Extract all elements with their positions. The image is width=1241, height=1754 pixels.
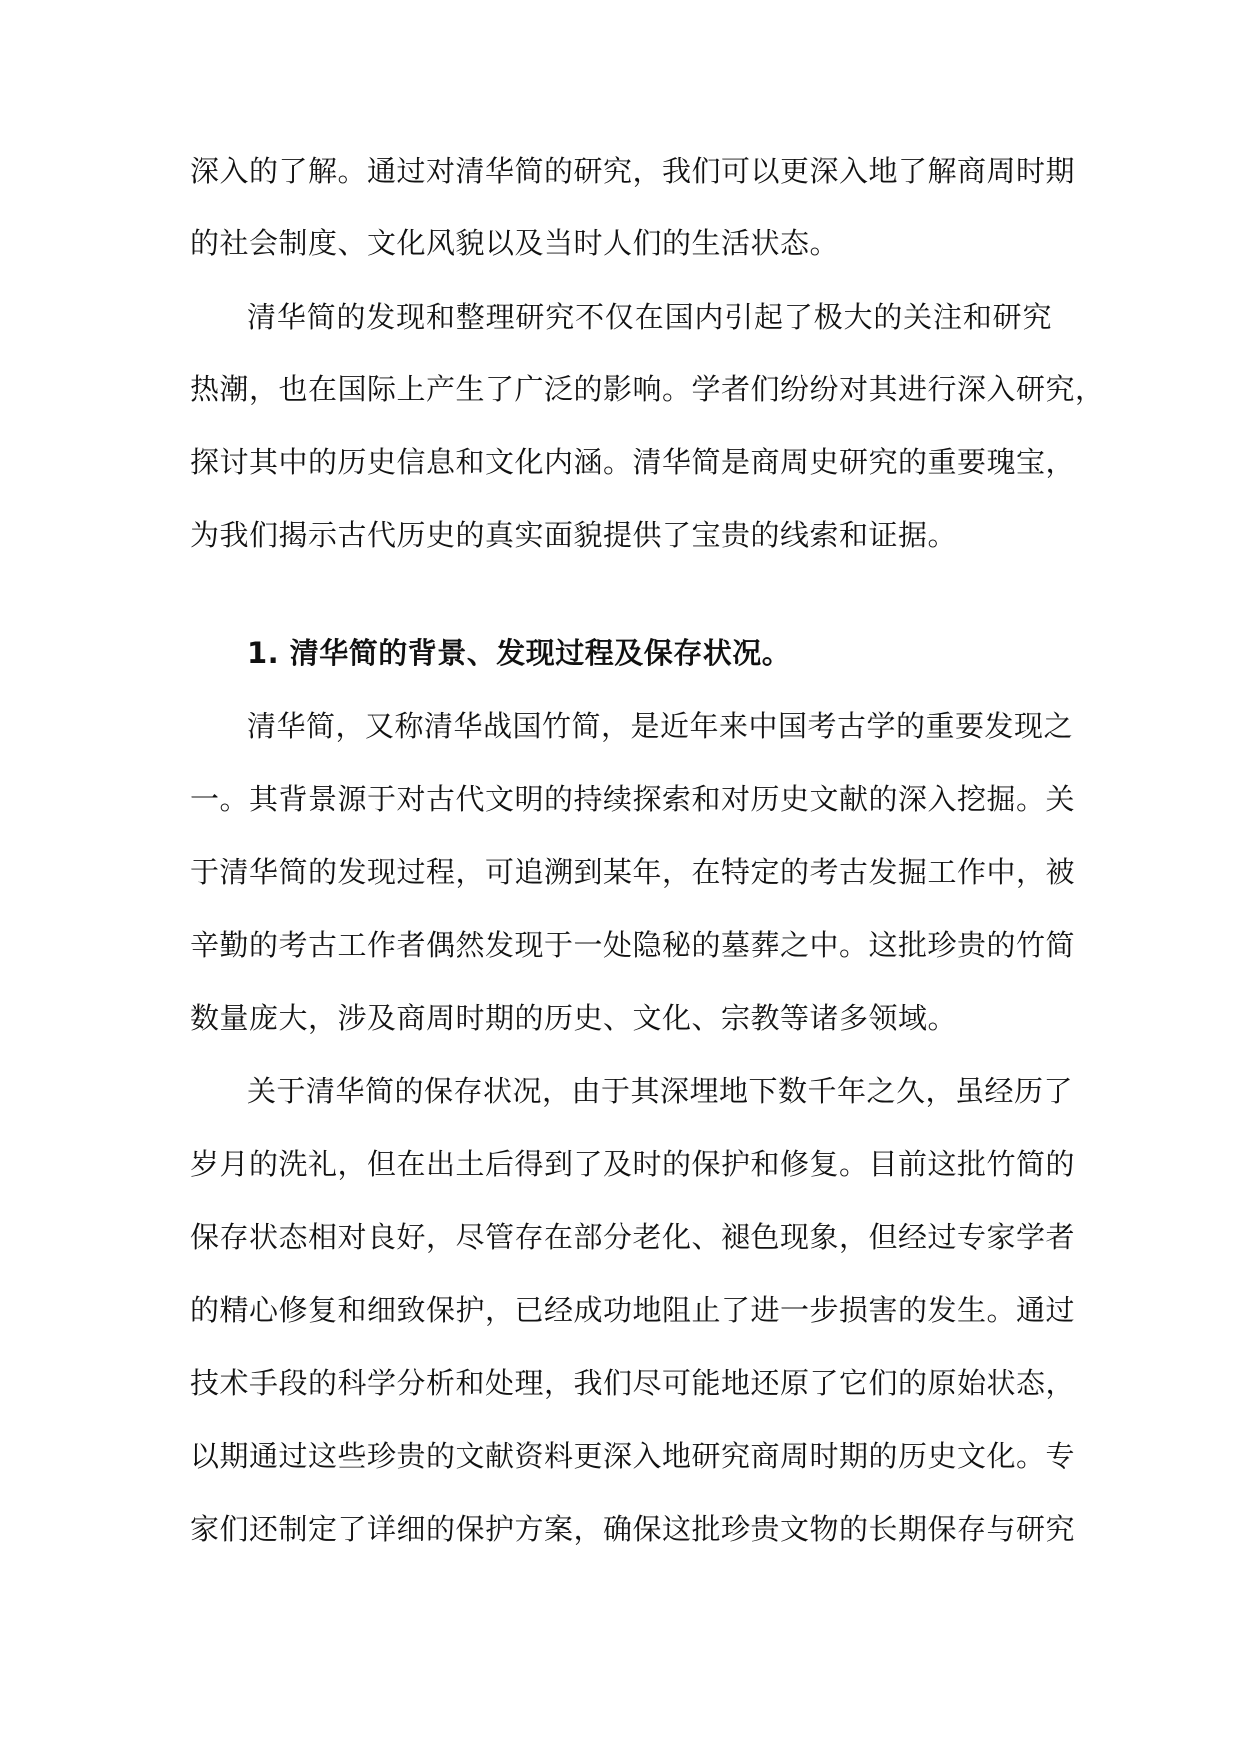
paragraph-2-line-3: 探讨其中的历史信息和文化内涵。清华简是商周史研究的重要瑰宝，	[190, 445, 1076, 479]
paragraph-4-line-5: 技术手段的科学分析和处理，我们尽可能地还原了它们的原始状态，	[190, 1366, 1076, 1400]
paragraph-4-line-3: 保存状态相对良好，尽管存在部分老化、褪色现象，但经过专家学者	[190, 1220, 1076, 1254]
paragraph-4-line-4: 的精心修复和细致保护，已经成功地阻止了进一步损害的发生。通过	[190, 1293, 1076, 1327]
paragraph-4-line-7: 家们还制定了详细的保护方案，确保这批珍贵文物的长期保存与研究	[190, 1512, 1076, 1546]
paragraph-3-line-3: 于清华简的发现过程，可追溯到某年，在特定的考古发掘工作中，被	[190, 855, 1076, 889]
paragraph-2-line-1: 清华简的发现和整理研究不仅在国内引起了极大的关注和研究	[247, 300, 1052, 334]
paragraph-1-line-1: 深入的了解。通过对清华简的研究，我们可以更深入地了解商周时期	[190, 154, 1076, 188]
paragraph-4-line-1: 关于清华简的保存状况，由于其深埋地下数千年之久，虽经历了	[247, 1074, 1074, 1108]
paragraph-1-line-2: 的社会制度、文化风貌以及当时人们的生活状态。	[190, 226, 840, 260]
paragraph-3-line-2: 一。其背景源于对古代文明的持续探索和对历史文献的深入挖掘。关	[190, 782, 1076, 816]
paragraph-2-line-4: 为我们揭示古代历史的真实面貌提供了宝贵的线索和证据。	[190, 518, 958, 552]
paragraph-4-line-6: 以期通过这些珍贵的文献资料更深入地研究商周时期的历史文化。专	[190, 1439, 1076, 1473]
paragraph-3-line-5: 数量庞大，涉及商周时期的历史、文化、宗教等诸多领域。	[190, 1001, 958, 1035]
paragraph-4-line-2: 岁月的洗礼，但在出土后得到了及时的保护和修复。目前这批竹简的	[190, 1147, 1076, 1181]
section-heading: 1. 清华简的背景、发现过程及保存状况。	[247, 636, 792, 670]
paragraph-3-line-4: 辛勤的考古工作者偶然发现于一处隐秘的墓葬之中。这批珍贵的竹简	[190, 928, 1076, 962]
paragraph-2-line-2: 热潮，也在国际上产生了广泛的影响。学者们纷纷对其进行深入研究，	[190, 372, 1105, 406]
paragraph-3-line-1: 清华简，又称清华战国竹简，是近年来中国考古学的重要发现之	[247, 709, 1074, 743]
